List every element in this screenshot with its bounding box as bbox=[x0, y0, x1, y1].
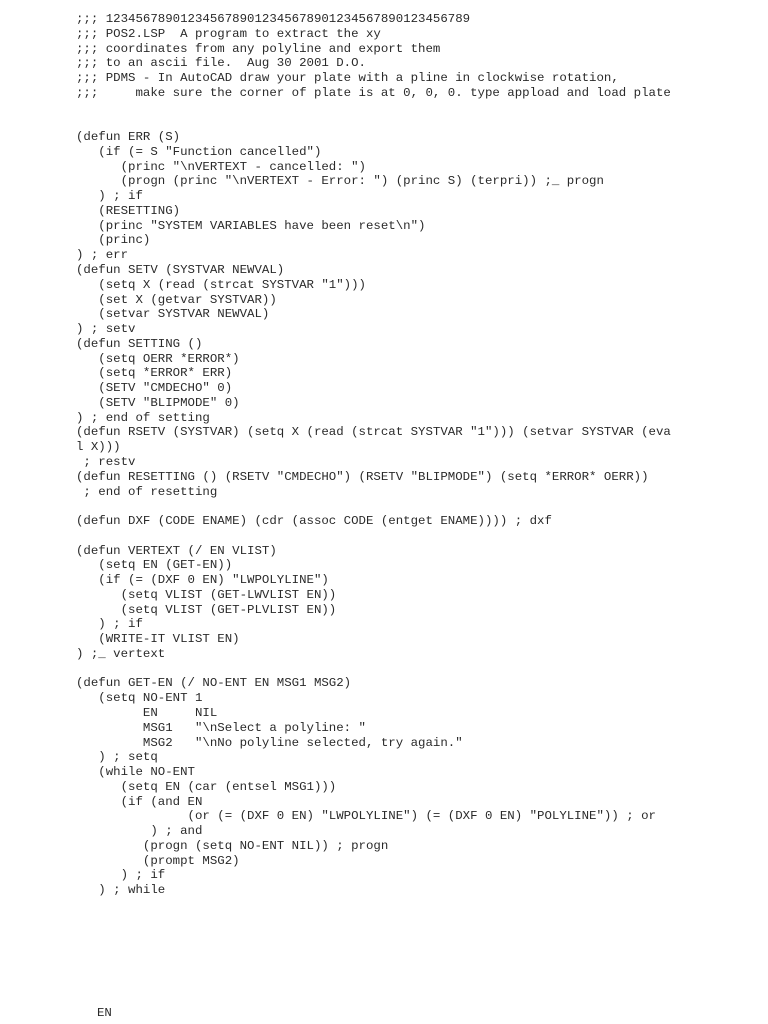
code-line bbox=[76, 662, 671, 677]
code-line: (SETV "BLIPMODE" 0) bbox=[76, 395, 240, 410]
code-line: (or (= (DXF 0 EN) "LWPOLYLINE") (= (DXF 0 EN) "POLYLINE")) ; or bbox=[76, 809, 656, 824]
code-line: ) ; if bbox=[76, 189, 143, 204]
code-line: (defun RESETTING () (RSETV "CMDECHO") (RSETV "BLIPMODE") (setq *ERROR* OERR)) bbox=[76, 469, 649, 484]
code-line: (princ "\nVERTEXT - cancelled: ") bbox=[76, 159, 366, 174]
code-line bbox=[76, 499, 671, 514]
code-line: (defun ERR (S) bbox=[76, 130, 181, 145]
code-line: (WRITE-IT VLIST EN) bbox=[76, 632, 240, 647]
code-line: (progn (princ "\nVERTEXT - Error: ") (princ S) (terpri)) ;_ progn bbox=[76, 174, 604, 189]
code-line: MSG2 "\nNo polyline selected, try again." bbox=[76, 735, 463, 750]
code-line: l X))) bbox=[76, 440, 121, 455]
code-line: (setq VLIST (GET-PLVLIST EN)) bbox=[76, 602, 337, 617]
code-line: ;;; to an ascii file. Aug 30 2001 D.O. bbox=[76, 56, 366, 71]
code-line: (setq EN (car (entsel MSG1))) bbox=[76, 779, 337, 794]
code-line: ) ; end of setting bbox=[76, 410, 210, 425]
code-line: EN NIL bbox=[76, 705, 218, 720]
code-line: ) ; setq bbox=[76, 750, 158, 765]
code-line: (if (= S "Function cancelled") bbox=[76, 144, 322, 159]
code-line: ;;; coordinates from any polyline and export them bbox=[76, 41, 441, 56]
code-line: ) ; and bbox=[76, 824, 203, 839]
code-line: (defun SETTING () bbox=[76, 336, 203, 351]
code-line: ) ; while bbox=[76, 883, 166, 898]
code-line: (setvar SYSTVAR NEWVAL) bbox=[76, 307, 270, 322]
code-line: ;;; 1234567890123456789012345678901234567890123456789 bbox=[76, 12, 471, 26]
code-line bbox=[76, 101, 671, 116]
code-line: ) ; if bbox=[76, 617, 143, 632]
code-line: (setq X (read (strcat SYSTVAR "1"))) bbox=[76, 277, 366, 292]
code-line: (if (= (DXF 0 EN) "LWPOLYLINE") bbox=[76, 573, 329, 588]
code-line bbox=[76, 529, 671, 544]
code-line: ;;; PDMS - In AutoCAD draw your plate with a pline in clockwise rotation, bbox=[76, 71, 619, 86]
code-line: ) ; if bbox=[76, 868, 166, 883]
footer-text: EN bbox=[97, 1006, 112, 1020]
code-line: (set X (getvar SYSTVAR)) bbox=[76, 292, 277, 307]
code-line: ;;; make sure the corner of plate is at 0, 0, 0. type appload and load plate bbox=[76, 85, 671, 100]
code-line: ; restv bbox=[76, 454, 136, 469]
code-line: (princ) bbox=[76, 233, 151, 248]
code-line: (progn (setq NO-ENT NIL)) ; progn bbox=[76, 838, 389, 853]
code-line: (prompt MSG2) bbox=[76, 853, 240, 868]
code-line bbox=[76, 115, 671, 130]
code-line: ; end of resetting bbox=[76, 484, 218, 499]
code-line: (princ "SYSTEM VARIABLES have been reset\n") bbox=[76, 218, 426, 233]
code-line: (setq *ERROR* ERR) bbox=[76, 366, 233, 381]
code-line: (setq OERR *ERROR*) bbox=[76, 351, 240, 366]
code-line: ) ;_ vertext bbox=[76, 646, 166, 661]
code-line: (setq VLIST (GET-LWVLIST EN)) bbox=[76, 587, 337, 602]
code-line: (while NO-ENT bbox=[76, 765, 195, 780]
code-line: (setq NO-ENT 1 bbox=[76, 691, 203, 706]
code-line: MSG1 "\nSelect a polyline: " bbox=[76, 720, 366, 735]
code-line: (if (and EN bbox=[76, 794, 203, 809]
code-line: ;;; POS2.LSP A program to extract the xy bbox=[76, 26, 381, 41]
code-line: (defun RSETV (SYSTVAR) (setq X (read (strcat SYSTVAR "1"))) (setvar SYSTVAR (eva bbox=[76, 425, 671, 440]
code-line: (RESETTING) bbox=[76, 203, 181, 218]
code-line: ) ; setv bbox=[76, 322, 136, 337]
code-line: (defun VERTEXT (/ EN VLIST) bbox=[76, 543, 277, 558]
code-line: (defun GET-EN (/ NO-ENT EN MSG1 MSG2) bbox=[76, 676, 352, 691]
code-line: (defun SETV (SYSTVAR NEWVAL) bbox=[76, 263, 285, 278]
code-line: (defun DXF (CODE ENAME) (cdr (assoc CODE (entget ENAME)))) ; dxf bbox=[76, 514, 552, 529]
code-line: ) ; err bbox=[76, 248, 129, 263]
code-listing bbox=[76, 12, 671, 898]
code-line: (SETV "CMDECHO" 0) bbox=[76, 381, 233, 396]
code-line: (setq EN (GET-EN)) bbox=[76, 558, 233, 573]
